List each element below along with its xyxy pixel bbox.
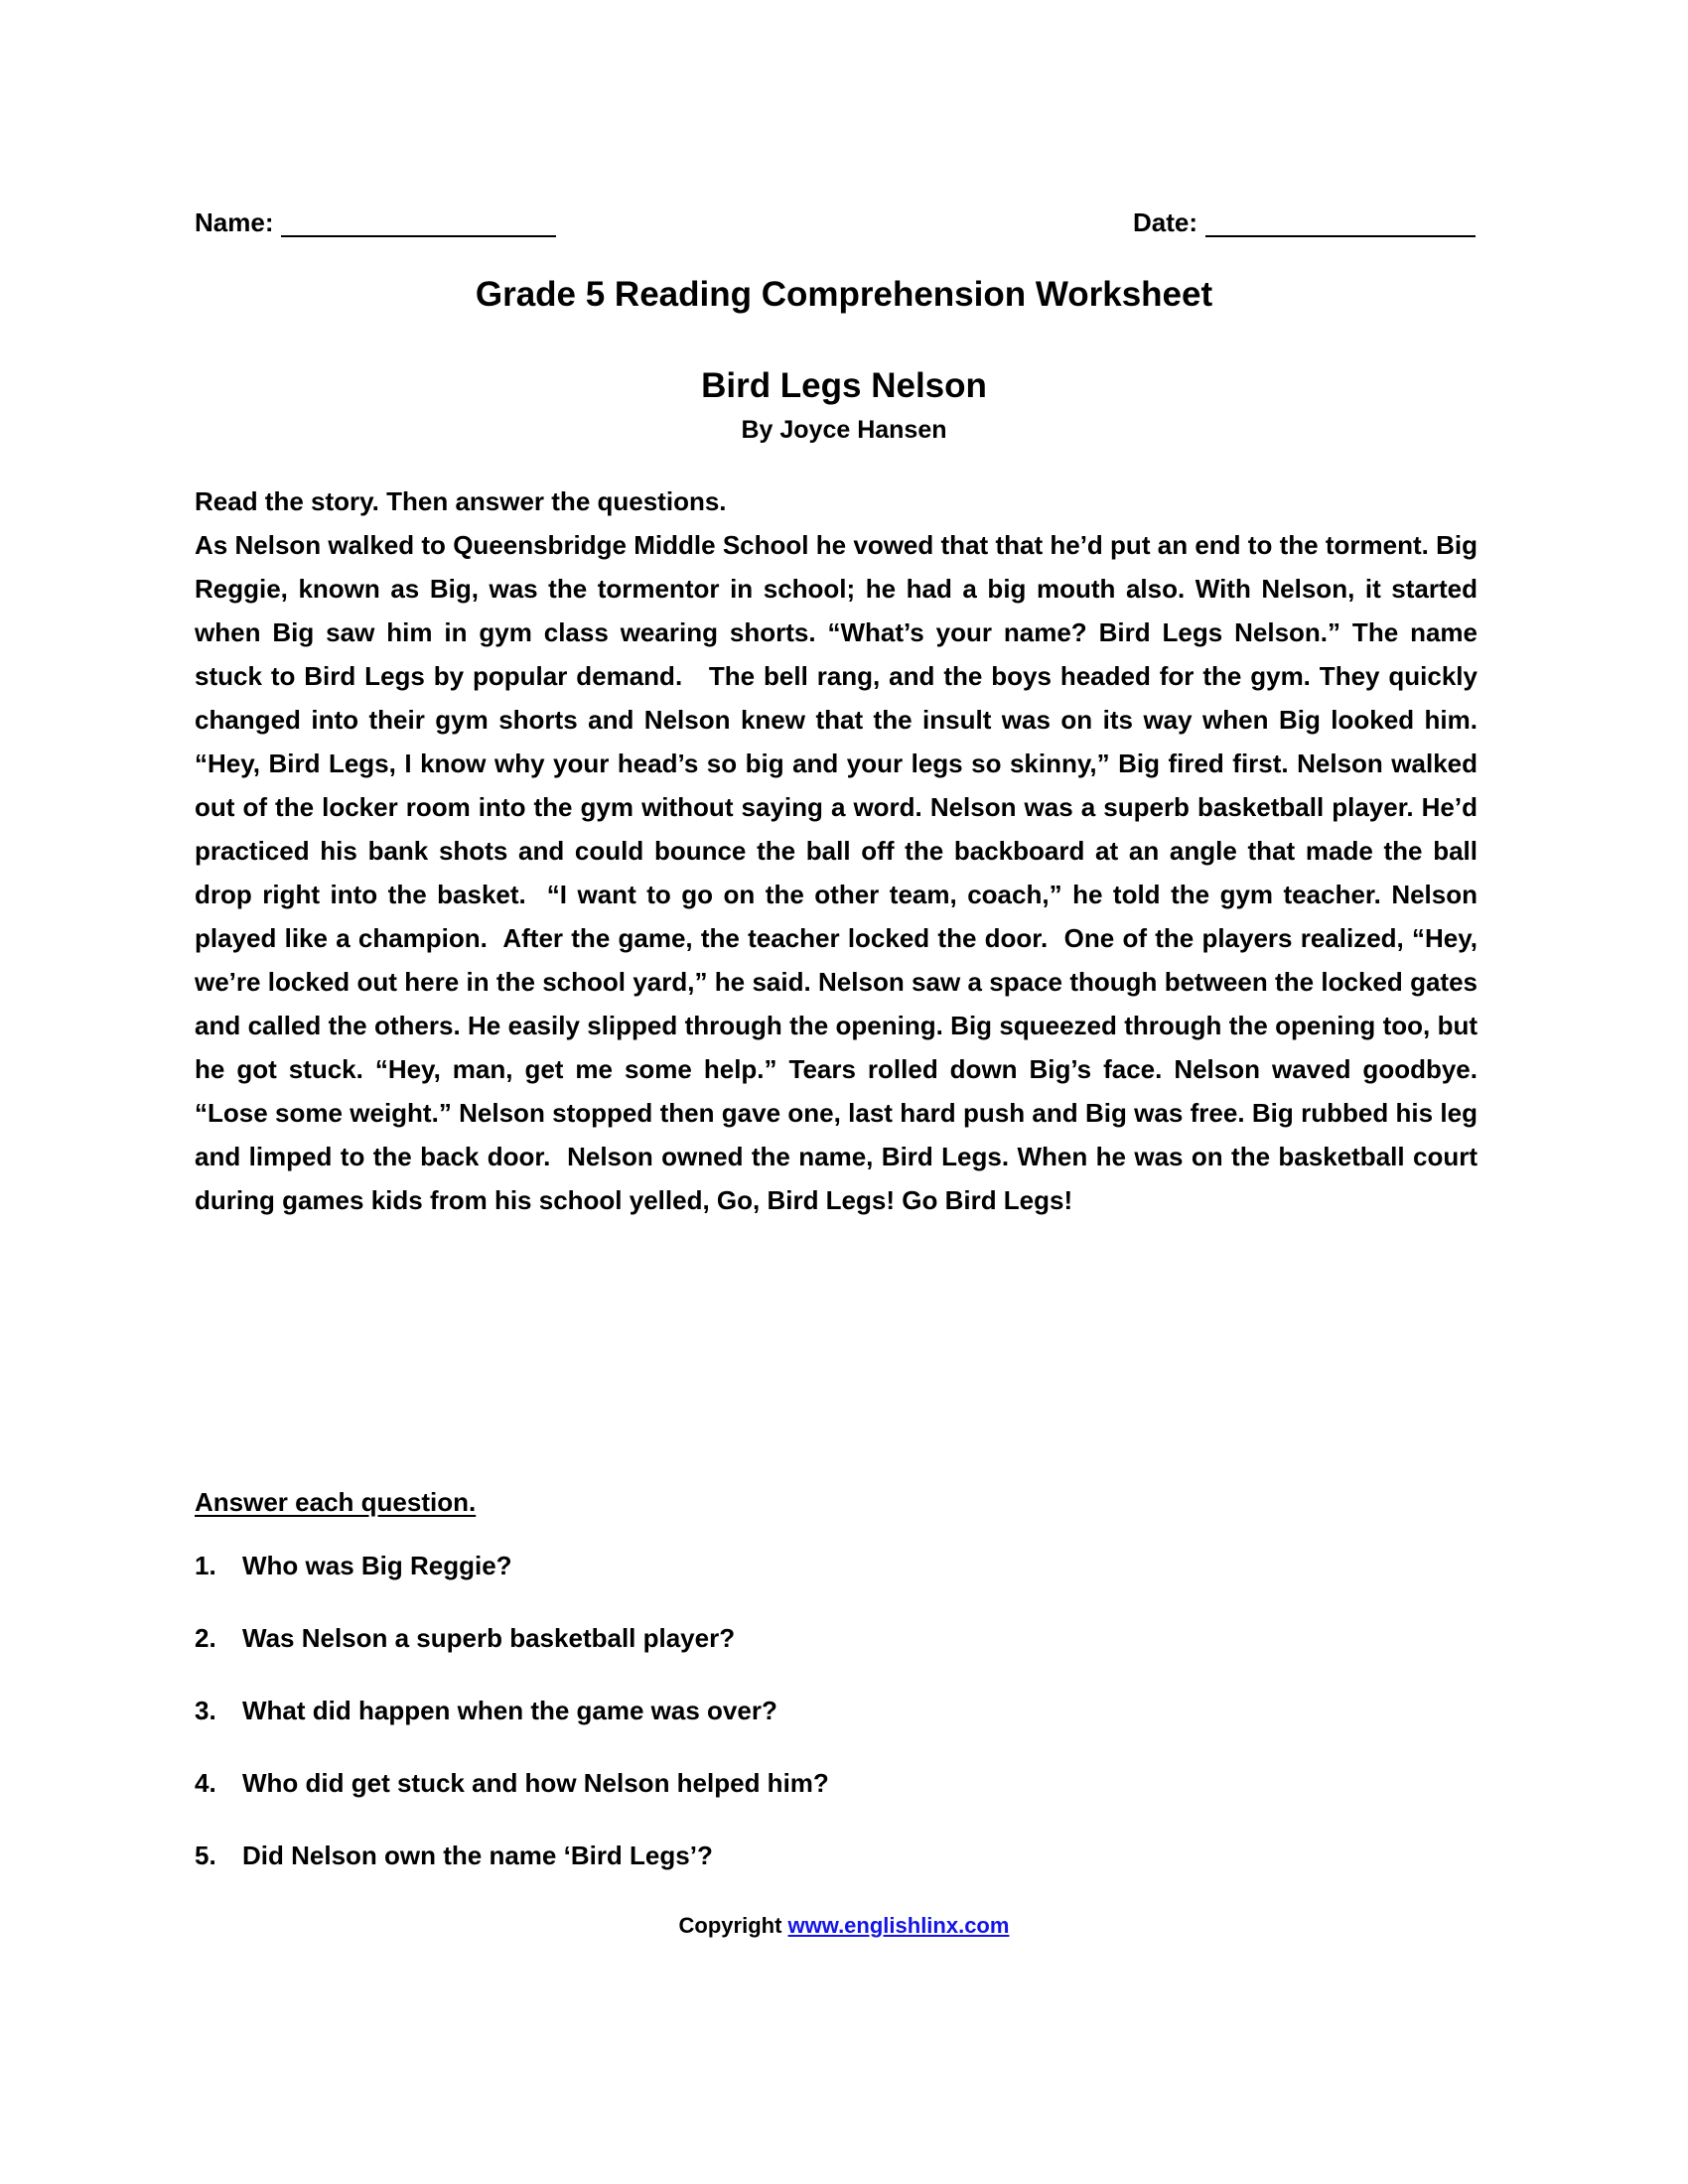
question-text: Was Nelson a superb basketball player? [242,1623,736,1653]
copyright-label: Copyright [678,1913,788,1938]
question-text: Did Nelson own the name ‘Bird Legs’? [242,1841,713,1870]
questions-heading: Answer each question. [195,1487,477,1517]
story-author: By Joyce Hansen [741,416,947,444]
reading-instruction: Read the story. Then answer the questions. [195,486,727,516]
date-label: Date: [1132,207,1197,237]
question-number: 3. [195,1696,216,1725]
name-input-line[interactable] [281,209,556,237]
question-number: 5. [195,1841,216,1870]
story-title: Bird Legs Nelson [701,366,987,405]
name-label: Name: [195,207,274,237]
name-field-group [195,207,556,237]
question-item [195,1694,1477,1766]
question-text: Who was Big Reggie? [242,1551,512,1580]
question-item [195,1621,1477,1694]
footer-copyright [0,1912,1688,1940]
question-number: 4. [195,1768,216,1798]
question-text: Who did get stuck and how Nelson helped him? [242,1768,829,1798]
student-info-row [195,192,1476,237]
questions-list [195,1549,1477,1911]
question-item [195,1766,1477,1839]
question-number: 1. [195,1551,216,1580]
date-input-line[interactable] [1205,209,1476,237]
story-passage: As Nelson walked to Queensbridge Middle School he vowed that that he’d put an end to the torment. Big Reggie, known as Big, was the tormentor in school; he had a big mouth also. With Nelson, it started when Big saw him in gym class wearing shorts. “What’s your name? Bird Legs Nelson.” The name stuck to Bird Legs by popular demand. The bell rang, and the boys headed for the gym. They quickly changed into their gym shorts and Nelson knew that the insult was on its way when Big looked him. “Hey, Bird Legs, I know why your head’s so big and your legs so skinny,” Big fired first. Nelson walked out of the locker room into the gym without saying a word. Nelson was a superb basketball player. He’d practiced his bank shots and could bounce the ball off the backboard at an angle that made the ball drop right into the basket. “I want to go on the other team, coach,” he told the gym teacher. Nelson played like a champion. After the game, the teacher locked the door. One of the players realized, “Hey, we’re locked out here in the school yard,” he said. Nelson saw a space though between the locked gates and called the others. He easily slipped through the opening. Big squeezed through the opening too, but he got stuck. “Hey, man, get me some help.” Tears rolled down Big’s face. Nelson waved goodbye. “Lose some weight.” Nelson stopped then gave one, last hard push and Big was free. Big rubbed his leg and limped to the back door. Nelson owned the name, Bird Legs. When he was on the basketball court during games kids from his school yelled, Go, Bird Legs! Go Bird Legs! [195,530,1485,1215]
englishlinx-link[interactable]: www.englishlinx.com [787,1913,1010,1938]
date-field-group [1133,207,1476,237]
question-number: 2. [195,1623,216,1653]
question-text: What did happen when the game was over? [242,1696,777,1725]
worksheet-title: Grade 5 Reading Comprehension Worksheet [475,275,1213,314]
question-item [195,1549,1477,1621]
question-item [195,1839,1477,1911]
